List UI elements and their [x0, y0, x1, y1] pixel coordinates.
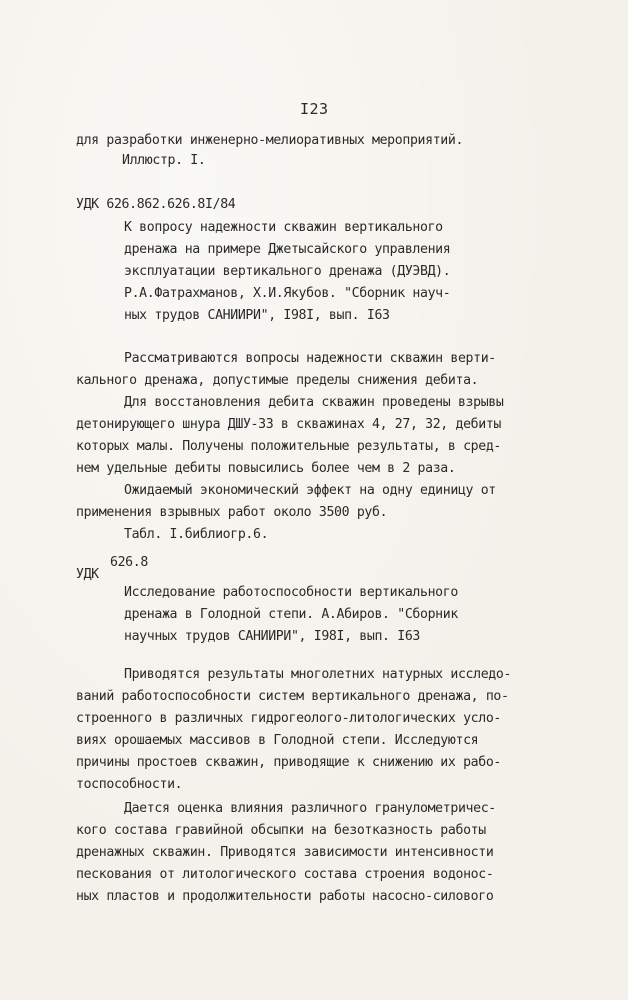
text-line: К вопросу надежности скважин вертикального: [124, 220, 443, 235]
text-line: которых малы. Получены положительные результаты, в сред-: [76, 439, 502, 454]
text-line: строенного в различных гидрогеолого-литологических усло-: [76, 711, 502, 726]
text-line: Приводятся результаты многолетних натурных исследо-: [124, 667, 512, 682]
udk-label: УДК: [76, 567, 99, 582]
page-number: I23: [300, 100, 329, 118]
text-line: ных трудов САНИИРИ", I98I, вып. I63: [124, 308, 390, 323]
text-line: тоспособности.: [76, 777, 183, 792]
text-line: кального дренажа, допустимые пределы снижения дебита.: [76, 373, 479, 388]
text-line: эксплуатации вертикального дренажа (ДУЭВД).: [124, 264, 451, 279]
text-line: ных пластов и продолжительности работы насосно-силового: [76, 889, 494, 904]
text-line: пескования от литологического состава строения водонос-: [76, 867, 494, 882]
text-line: Табл. I.библиогр.6.: [124, 527, 269, 542]
text-line: Для восстановления дебита скважин проведены взрывы: [124, 395, 504, 410]
text-line: Ожидаемый экономический эффект на одну единицу от: [124, 483, 496, 498]
text-line: Исследование работоспособности вертикального: [124, 585, 458, 600]
text-line: дренажа на примере Джетысайского управления: [124, 242, 451, 257]
text-line: Иллюстр. I.: [122, 153, 206, 168]
text-line: детонирующего шнура ДШУ-33 в скважинах 4, 27, 32, дебиты: [76, 417, 502, 432]
text-line: кого состава гравийной обсыпки на безотказность работы: [76, 823, 486, 838]
text-line: научных трудов САНИИРИ", I98I, вып. I63: [124, 629, 420, 644]
text-line: дренажных скважин. Приводятся зависимости интенсивности: [76, 845, 494, 860]
text-line: виях орошаемых массивов в Голодной степи. Исследуются: [76, 733, 479, 748]
text-line: применения взрывных работ около 3500 руб.: [76, 505, 388, 520]
text-line: Р.А.Фатрахманов, Х.И.Якубов. "Сборник науч-: [124, 286, 451, 301]
text-line: причины простоев скважин, приводящие к снижению их рабо-: [76, 755, 502, 770]
text-line: Рассматриваются вопросы надежности скважин верти-: [124, 351, 496, 366]
text-line: нем удельные дебиты повысились более чем в 2 раза.: [76, 461, 456, 476]
text-line: Дается оценка влияния различного гранулометричес-: [124, 801, 496, 816]
udk-number: 626.8: [110, 555, 148, 570]
text-line: дренажа в Голодной степи. А.Абиров. "Сборник: [124, 607, 458, 622]
udk-code: УДК 626.862.626.8I/84: [76, 197, 236, 212]
text-line: для разработки инженерно-мелиоративных мероприятий.: [76, 133, 464, 148]
text-line: ваний работоспособности систем вертикального дренажа, по-: [76, 689, 509, 704]
